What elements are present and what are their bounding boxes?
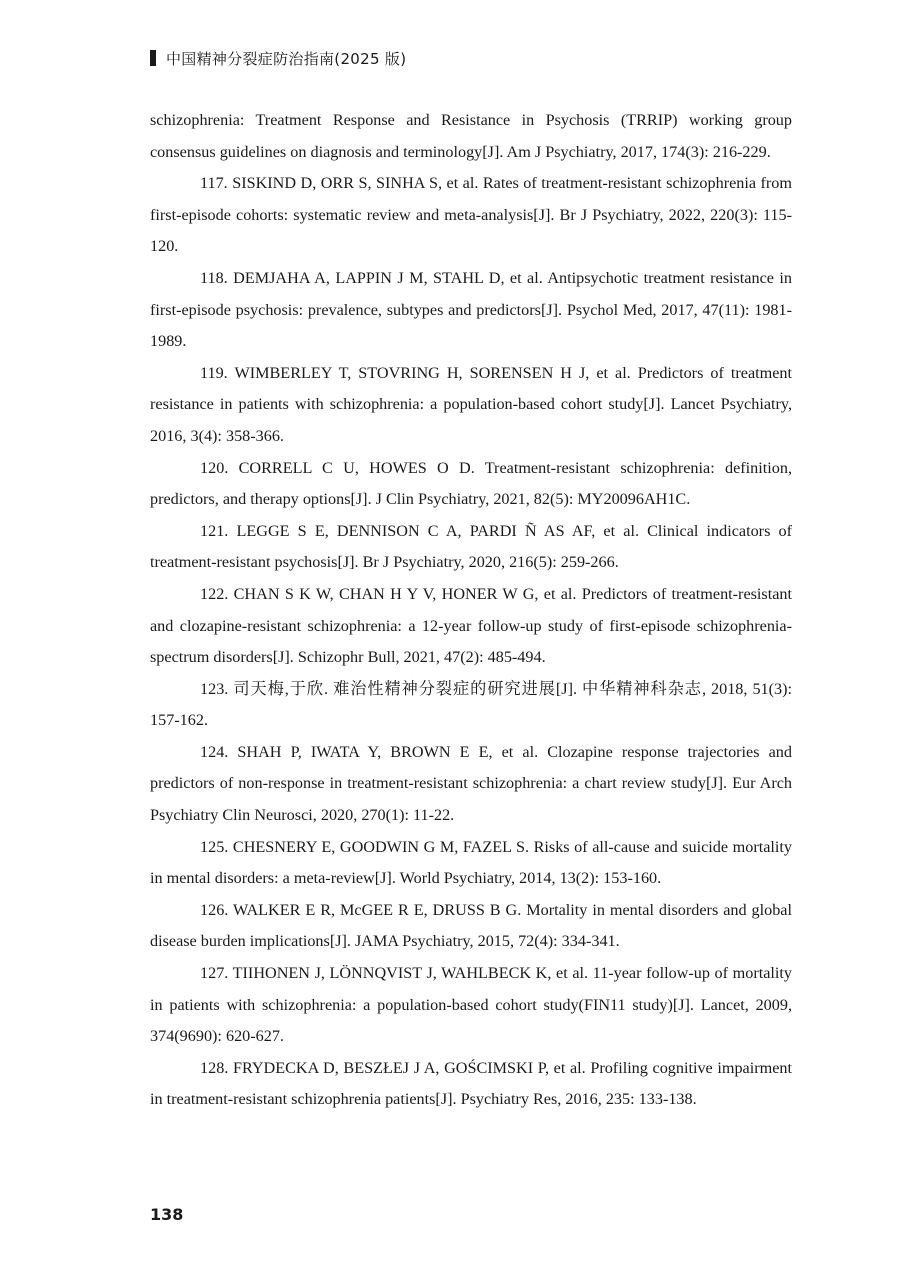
reference-126: 126. WALKER E R, McGEE R E, DRUSS B G. Mortality in mental disorders and global disease burden implications[J]. JAMA Psychiatry, 2015, 72(4): 334-341.	[150, 900, 792, 951]
reference-continuation: schizophrenia: Treatment Response and Resistance in Psychosis (TRRIP) working group consensus guidelines on diagnosis and terminology[J]. Am J Psychiatry, 2017, 174(3): 216-229.	[150, 111, 792, 161]
reference-124: 124. SHAH P, IWATA Y, BROWN E E, et al. Clozapine response trajectories and predictors of non-response in treatment-resistant schizophrenia: a chart review study[J]. Eur Arch Psychiatry Clin Neurosci, 2020, 270(1): 11-22.	[150, 742, 792, 825]
reference-123: 123. 司天梅,于欣. 难治性精神分裂症的研究进展[J]. 中华精神科杂志, 2018, 51(3): 157-162.	[150, 679, 792, 730]
reference-list	[150, 105, 792, 1116]
reference-120: 120. CORRELL C U, HOWES O D. Treatment-resistant schizophrenia: definition, predictors, and therapy options[J]. J Clin Psychiatry, 2021, 82(5): MY20096AH1C.	[150, 458, 792, 509]
page-number: 138	[150, 1205, 184, 1224]
reference-121: 121. LEGGE S E, DENNISON C A, PARDI Ñ AS AF, et al. Clinical indicators of treatment-resistant psychosis[J]. Br J Psychiatry, 2020, 216(5): 259-266.	[150, 521, 792, 572]
reference-125: 125. CHESNERY E, GOODWIN G M, FAZEL S. Risks of all-cause and suicide mortality in mental disorders: a meta-review[J]. World Psychiatry, 2014, 13(2): 153-160.	[150, 837, 792, 888]
reference-118: 118. DEMJAHA A, LAPPIN J M, STAHL D, et al. Antipsychotic treatment resistance in first-episode psychosis: prevalence, subtypes and predictors[J]. Psychol Med, 2017, 47(11): 1981-1989.	[150, 268, 792, 351]
reference-122: 122. CHAN S K W, CHAN H Y V, HONER W G, et al. Predictors of treatment-resistant and clozapine-resistant schizophrenia: a 12-year follow-up study of first-episode schizophrenia-spectrum disorders[J]. Schizophr Bull, 2021, 47(2): 485-494.	[150, 584, 792, 667]
reference-119: 119. WIMBERLEY T, STOVRING H, SORENSEN H J, et al. Predictors of treatment resistance in patients with schizophrenia: a population-based cohort study[J]. Lancet Psychiatry, 2016, 3(4): 358-366.	[150, 363, 792, 445]
running-header-title: 中国精神分裂症防治指南(2025 版)	[166, 49, 407, 68]
running-header	[150, 46, 406, 70]
reference-127: 127. TIIHONEN J, LÖNNQVIST J, WAHLBECK K, et al. 11-year follow-up of mortality in patients with schizophrenia: a population-based cohort study(FIN11 study)[J]. Lancet, 2009, 374(9690): 620-627.	[150, 964, 792, 1046]
reference-117: 117. SISKIND D, ORR S, SINHA S, et al. Rates of treatment-resistant schizophrenia from first-episode cohorts: systematic review and meta-analysis[J]. Br J Psychiatry, 2022, 220(3): 115-120.	[150, 174, 792, 256]
reference-128: 128. FRYDECKA D, BESZŁEJ J A, GOŚCIMSKI P, et al. Profiling cognitive impairment in treatment-resistant schizophrenia patients[J]. Psychiatry Res, 2016, 235: 133-138.	[150, 1058, 792, 1109]
header-bar-mark	[150, 50, 156, 66]
